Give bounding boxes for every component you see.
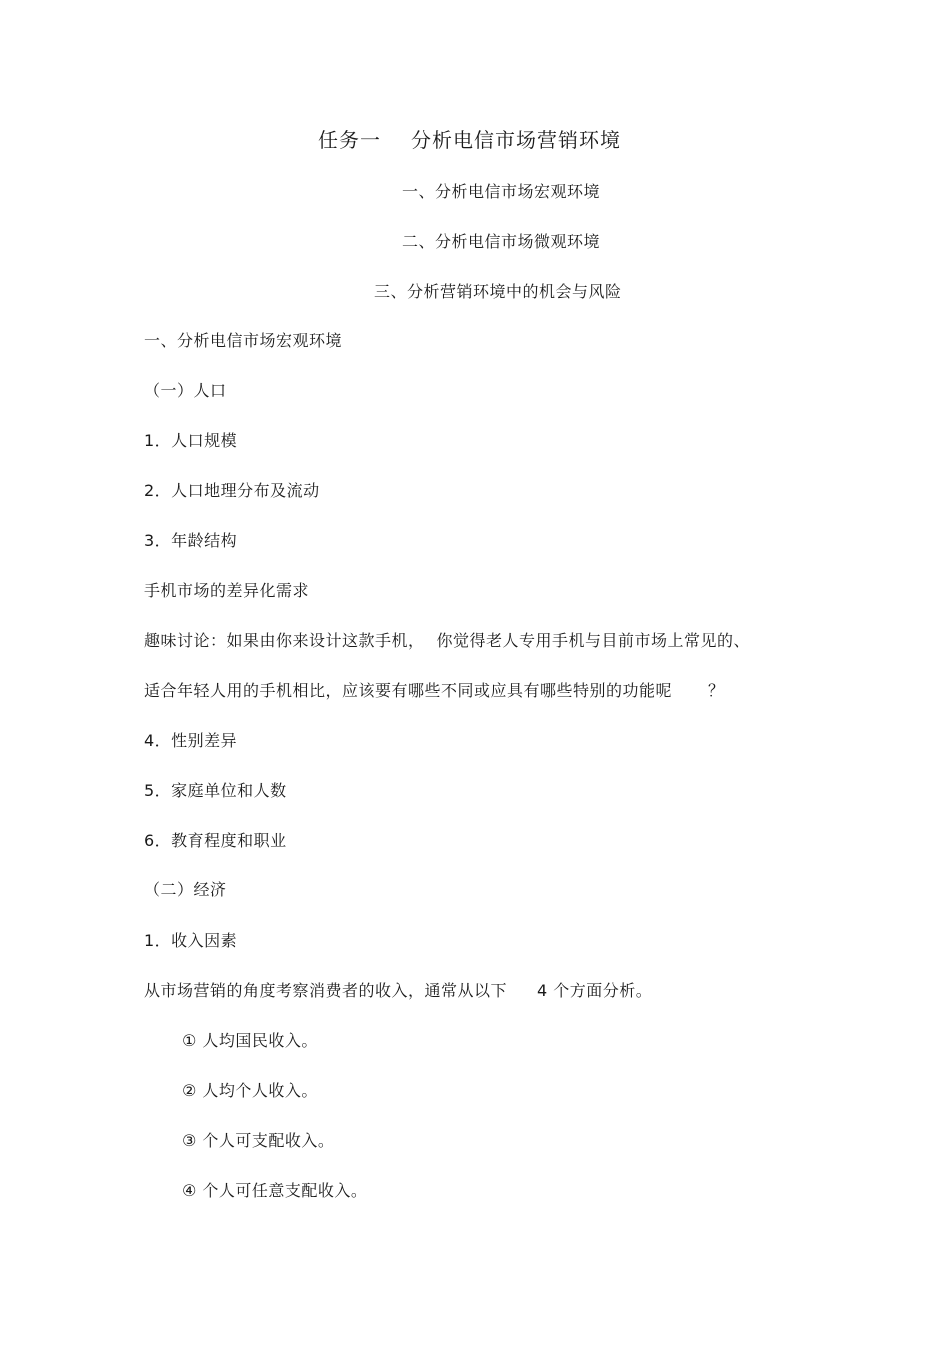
list-item-household: 5．家庭单位和人数 xyxy=(144,781,287,800)
list-item-gender: 4．性别差异 xyxy=(144,731,238,750)
list-item-education: 6．教育程度和职业 xyxy=(144,831,287,850)
list-item-population-distribution: 2．人口地理分布及流动 xyxy=(144,481,320,500)
discussion-text-b: 你觉得老人专用手机与目前市场上常见的、 xyxy=(436,631,751,650)
income-intro-count: 4 个方面分析。 xyxy=(537,981,653,1000)
discussion-question-mark: ？ xyxy=(708,681,725,700)
paragraph-discussion-line-1 xyxy=(144,631,750,651)
income-list-item-4: ④ 个人可任意支配收入。 xyxy=(182,1181,368,1200)
title-task-name: 分析电信市场营销环境 xyxy=(411,128,621,152)
income-list-item-2: ② 人均个人收入。 xyxy=(182,1081,318,1100)
list-item-age-structure: 3．年龄结构 xyxy=(144,531,238,550)
subsection-heading-population: （一）人口 xyxy=(144,381,227,400)
paragraph-discussion-line-2 xyxy=(144,681,725,701)
paragraph-phone-market: 手机市场的差异化需求 xyxy=(144,581,310,600)
discussion-text-c: 适合年轻人用的手机相比，应该要有哪些不同或应具有哪些特别的功能呢 xyxy=(144,681,673,700)
income-intro-text: 从市场营销的角度考察消费者的收入，通常从以下 xyxy=(144,981,508,1000)
subsection-heading-economy: （二）经济 xyxy=(144,880,227,899)
income-list-item-1: ① 人均国民收入。 xyxy=(182,1031,318,1050)
list-item-income-factor: 1．收入因素 xyxy=(144,931,238,950)
paragraph-income-intro xyxy=(144,981,652,1001)
outline-item-3: 三、分析营销环境中的机会与风险 xyxy=(374,282,622,301)
discussion-text-a: 趣味讨论：如果由你来设计这款手机， xyxy=(144,631,425,650)
title-task-number: 任务一 xyxy=(318,128,381,152)
section-heading: 一、分析电信市场宏观环境 xyxy=(144,331,343,350)
outline-item-1: 一、分析电信市场宏观环境 xyxy=(402,182,601,201)
page-title xyxy=(318,128,621,152)
list-item-population-size: 1．人口规模 xyxy=(144,431,238,450)
outline-item-2: 二、分析电信市场微观环境 xyxy=(402,232,601,251)
income-list-item-3: ③ 个人可支配收入。 xyxy=(182,1131,335,1150)
